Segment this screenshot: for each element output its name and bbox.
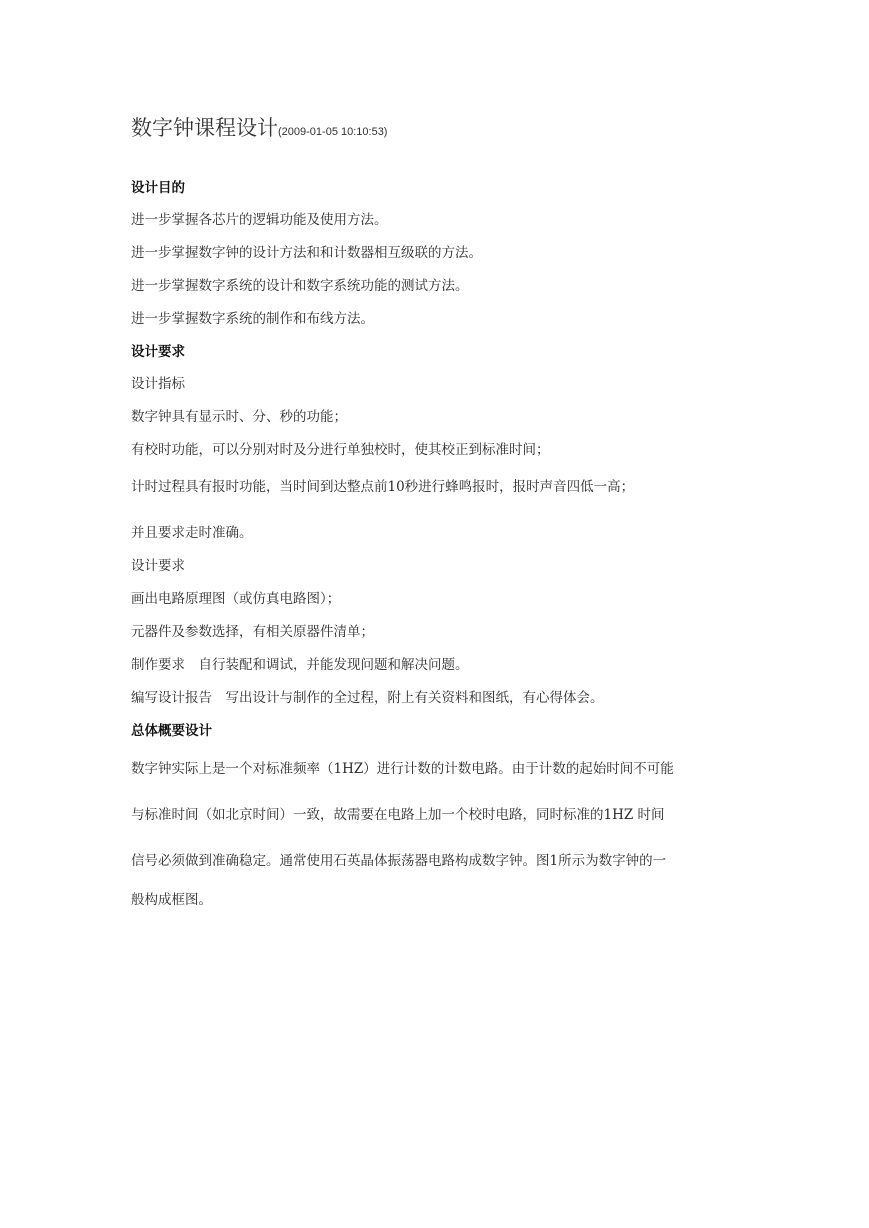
paragraph-line: 般构成框图。 bbox=[131, 892, 212, 908]
paragraph-line: 数字钟具有显示时、分、秒的功能； bbox=[131, 409, 347, 425]
paragraph-line: 进一步掌握数字系统的制作和布线方法。 bbox=[131, 311, 374, 327]
paragraph-line: 与标准时间（如北京时间）一致，故需要在电路上加一个校时电路，同时标准的1HZ 时间 bbox=[131, 807, 665, 823]
paragraph-line: 编写设计报告 写出设计与制作的全过程，附上有关资料和图纸，有心得体会。 bbox=[131, 690, 604, 706]
section-heading-purpose: 设计目的 bbox=[131, 180, 185, 196]
paragraph-line: 进一步掌握数字钟的设计方法和和计数器相互级联的方法。 bbox=[131, 245, 482, 261]
paragraph-line: 制作要求 自行装配和调试，并能发现问题和解决问题。 bbox=[131, 657, 469, 673]
paragraph-line: 进一步掌握数字系统的设计和数字系统功能的测试方法。 bbox=[131, 278, 469, 294]
paragraph-line: 计时过程具有报时功能，当时间到达整点前10秒进行蜂鸣报时，报时声音四低一高； bbox=[131, 479, 635, 495]
section-heading-overview: 总体概要设计 bbox=[131, 723, 212, 739]
paragraph-line: 设计要求 bbox=[131, 558, 185, 574]
paragraph-line: 数字钟实际上是一个对标准频率（1HZ）进行计数的计数电路。由于计数的起始时间不可能 bbox=[131, 761, 674, 777]
document-title bbox=[131, 113, 387, 147]
paragraph-line: 设计指标 bbox=[131, 376, 185, 392]
title-text: 数字钟课程设计 bbox=[131, 116, 278, 140]
paragraph-line: 并且要求走时准确。 bbox=[131, 525, 253, 541]
title-date: (2009-01-05 10:10:53) bbox=[278, 126, 388, 138]
paragraph-line: 信号必须做到准确稳定。通常使用石英晶体振荡器电路构成数字钟。图1所示为数字钟的一 bbox=[131, 853, 667, 869]
section-heading-requirements: 设计要求 bbox=[131, 344, 185, 360]
paragraph-line: 进一步掌握各芯片的逻辑功能及使用方法。 bbox=[131, 212, 388, 228]
paragraph-line: 画出电路原理图（或仿真电路图）； bbox=[131, 591, 341, 607]
paragraph-line: 元器件及参数选择，有相关原器件清单； bbox=[131, 624, 374, 640]
paragraph-line: 有校时功能，可以分别对时及分进行单独校时，使其校正到标准时间； bbox=[131, 442, 550, 458]
